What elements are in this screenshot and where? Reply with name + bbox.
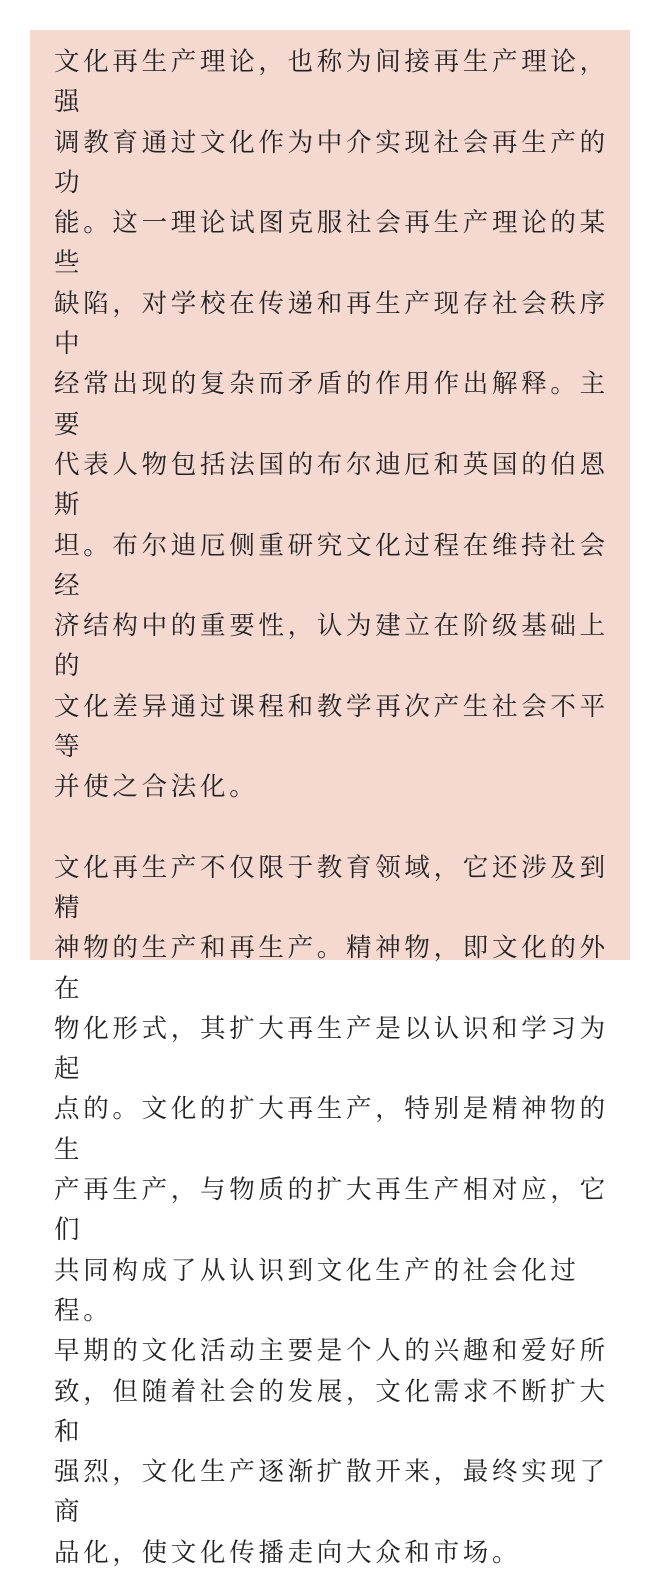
paragraph-cultural-reproduction-theory: 文化再生产理论，也称为间接再生产理论，强 调教育通过文化作为中介实现社会再生产的功 能。这一理论试图克服社会再生产理论的某些 缺陷，对学校在传递和再生产现存社会秩序中 经常出现的复杂而矛盾的作用作出解释。主要 代表人物包括法国的布尔迪厄和英国的伯恩斯 坦。布尔迪厄侧重研究文化过程在维持社会经 济结构中的重要性，认为建立在阶级基础上的 文化差异通过课程和教学再次产生社会不平等 并使之合法化。	[54, 47, 609, 803]
paragraph-spiritual-production: 文化再生产不仅限于教育领域，它还涉及到精 神物的生产和再生产。精神物，即文化的外在 物化形式，其扩大再生产是以认识和学习为起 点的。文化的扩大再生产，特别是精神物的生 产再生产，与物质的扩大再生产相对应，它们 共同构成了从认识到文化生产的社会化过程。 早期的文化活动主要是个人的兴趣和爱好所 致，但随着社会的发展，文化需求不断扩大和 强烈，文化生产逐渐扩散开来，最终实现了商 品化，使文化传播走向大众和市场。	[54, 852, 609, 1568]
text-card	[30, 30, 630, 1568]
